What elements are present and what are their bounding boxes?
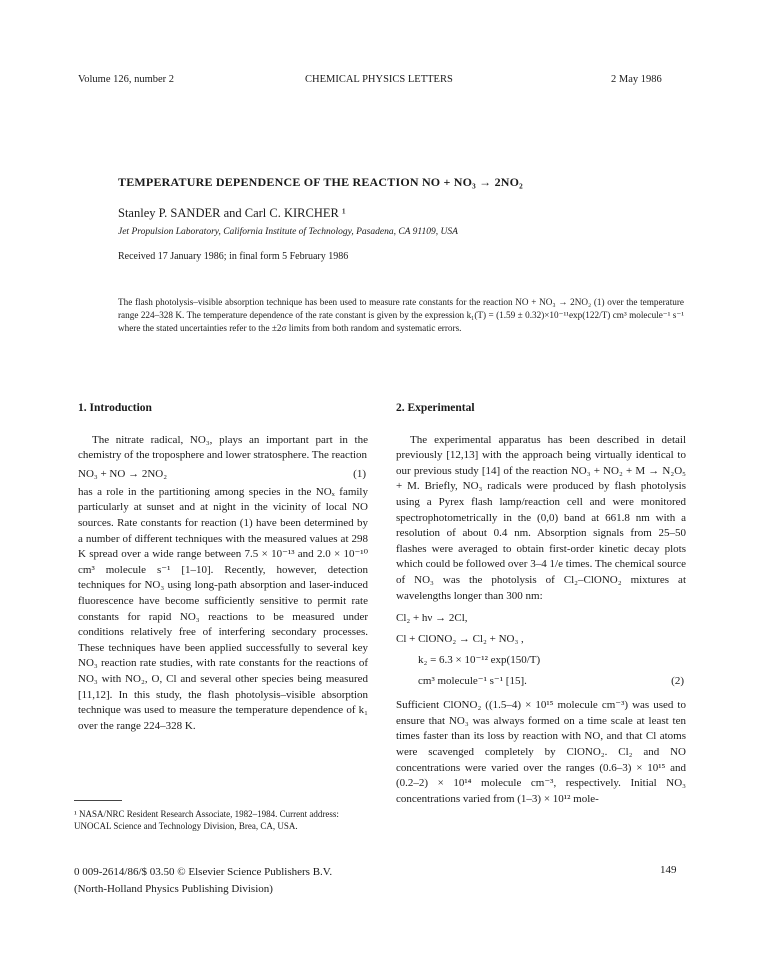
experimental-heading: 2. Experimental [396, 402, 475, 414]
footnote: ¹ NASA/NRC Resident Research Associate, 1982–1984. Current address: UNOCAL Science and Technology Division, Brea, CA, USA. [74, 809, 339, 832]
experimental-section [396, 401, 686, 807]
footnote-rule [74, 800, 122, 801]
received-dates: Received 17 January 1986; in final form 5 February 1986 [118, 251, 349, 262]
page-number: 149 [660, 864, 677, 876]
equation-2b: Cl + ClONO₂ → Cl₂ + NO₃ , [396, 633, 524, 646]
volume-info: Volume 126, number 2 [78, 74, 175, 85]
experimental-paragraph-2: Sufficient ClONO₂ ((1.5–4) × 10¹⁵ molecule cm⁻³) was used to ensure that NO₃ was always formed on a time scale at least ten times faster than its loss by reaction with NO, and that Cl atoms were scavenged completely by ClONO₂. Cl₂ and NO concentrations were varied over the ranges (0.6–3) × 10¹⁵ and (0.2–2) × 10¹⁴ molecule cm⁻³, respectively. Initial NO₃ concentrations varied from (1–3) × 10¹² mole- [396, 699, 686, 805]
equation-2d [396, 671, 686, 692]
publisher-line-1: 0 009-2614/86/$ 03.50 © Elsevier Science Publishers B.V. [74, 866, 333, 878]
article-title: TEMPERATURE DEPENDENCE OF THE REACTION NO + NO₃ → 2NO₂ [118, 175, 523, 189]
equation-2-number: (2) [671, 675, 684, 688]
equation-2d-text: cm³ molecule⁻¹ s⁻¹ [15]. [418, 675, 527, 688]
equation-1-number: (1) [353, 467, 366, 480]
introduction-section [78, 401, 368, 734]
introduction-heading: 1. Introduction [78, 402, 152, 414]
journal-name: CHEMICAL PHYSICS LETTERS [305, 74, 453, 85]
introduction-paragraph-2: has a role in the partitioning among species in the NOₓ family particularly at sunset and at night in the vicinity of local NO sources. Rate constants for reaction (1) have been determined by a number of different techniques with the measured values at 298 K spread over a wide range between 7.5 × 10⁻¹³ and 2.0 × 10⁻¹⁰ cm³ molecule s⁻¹ [1–10]. Recently, however, detection techniques for NO₃ using long-path absorption and laser-induced fluorescence have become sufficiently sensitive to permit rate constants for rapid NO₃ reactions to be measured under conditions relatively free of interfering secondary processes. These techniques have been applied successfully to several key NO₃ reaction rate studies, with rate constants for the reactions of NO₃ with NO₂, O, Cl and several other species being measured [11,12]. In this study, the flash photolysis–visible absorption technique was used to measure the temperature dependence of k₁ over the range 224–328 K. [78, 485, 368, 732]
equation-1 [78, 464, 368, 485]
author-affiliation: Jet Propulsion Laboratory, California Institute of Technology, Pasadena, CA 91109, USA [118, 227, 458, 237]
publisher-info [74, 864, 332, 898]
abstract: The flash photolysis–visible absorption technique has been used to measure rate constants for the reaction NO + NO₃ → 2NO₂ (1) over the temperature range 224–328 K. The temperature dependence of the rate constant is given by the expression k₁(T) = (1.59 ± 0.32)×10⁻¹¹exp(122/T) cm³ molecule⁻¹ s⁻¹ where the stated uncertainties refer to the ±2σ limits from both random and systematic errors. [118, 297, 684, 334]
article-authors: Stanley P. SANDER and Carl C. KIRCHER ¹ [118, 206, 346, 220]
experimental-paragraph-1: The experimental apparatus has been described in detail previously [12,13] with the approach being virtually identical to our previous study [14] of the reaction NO₃ + NO₂ + M → N₂O₅ + M. Briefly, NO₃ radicals were produced by flash photolysis using a Pyrex flash lamp/reaction cell and were monitored spectrophotometrically in the (0,0) band at 661.8 nm with a resolution of about 0.4 nm. Absorption signals from 25–50 flashes were averaged to obtain first-order kinetic decay plots which could be followed over 3–4 1/e times. The chemical source of NO₃ was the photolysis of Cl₂–ClONO₂ mixtures at wavelengths longer than 300 nm: [396, 433, 686, 602]
issue-date: 2 May 1986 [611, 74, 662, 85]
introduction-paragraph-1: The nitrate radical, NO₃, plays an important part in the chemistry of the troposphere and lower stratosphere. The reaction [78, 433, 368, 462]
equation-2c: k₂ = 6.3 × 10⁻¹² exp(150/T) [418, 654, 541, 667]
publisher-line-2: (North-Holland Physics Publishing Division) [74, 883, 273, 895]
equation-2a: Cl₂ + hν → 2Cl, [396, 612, 468, 625]
equation-1-text: NO₃ + NO → 2NO₂ [78, 467, 168, 480]
